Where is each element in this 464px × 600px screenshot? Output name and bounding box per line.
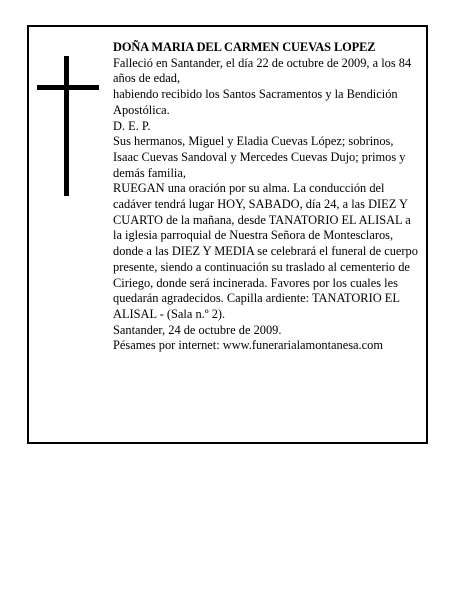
condolences-line: Pésames por internet: www.funerarialamontanesa.com <box>113 338 383 353</box>
date-line: Santander, 24 de octubre de 2009. <box>113 322 282 337</box>
death-announcement: Falleció en Santander, el día 22 de octubre de 2009, a los 84 años de edad, <box>113 55 412 86</box>
cross-vertical-bar <box>64 56 69 196</box>
deceased-name: DOÑA MARIA DEL CARMEN CUEVAS LOPEZ <box>113 40 376 54</box>
funeral-details: RUEGAN una oración por su alma. La conducción del cadáver tendrá lugar HOY, SABADO, día 24, a las DIEZ Y CUARTO de la mañana, desde TANATORIO EL ALISAL a la iglesia parroquial de Nuestra Señora de Montesclaros, donde a las DIEZ Y MEDIA se celebrará el funeral de cuerpo presente, siendo a continuación su traslado al cementerio de Ciriego, donde será incinerada. Favores por los cuales les quedarán agradecidos. Capilla ardiente: TANATORIO EL ALISAL - (Sala n.º 2). <box>113 181 418 321</box>
rip-line: D. E. P. <box>113 118 151 133</box>
cross-horizontal-bar <box>37 85 99 90</box>
sacraments-line: habiendo recibido los Santos Sacramentos y la Bendición Apostólica. <box>113 87 398 117</box>
family-line: Sus hermanos, Miguel y Eladia Cuevas López; sobrinos, Isaac Cuevas Sandoval y Mercedes Cuevas Dujo; primos y demás familia, <box>113 134 406 180</box>
obituary-text <box>113 40 419 354</box>
cross-icon <box>37 56 99 196</box>
